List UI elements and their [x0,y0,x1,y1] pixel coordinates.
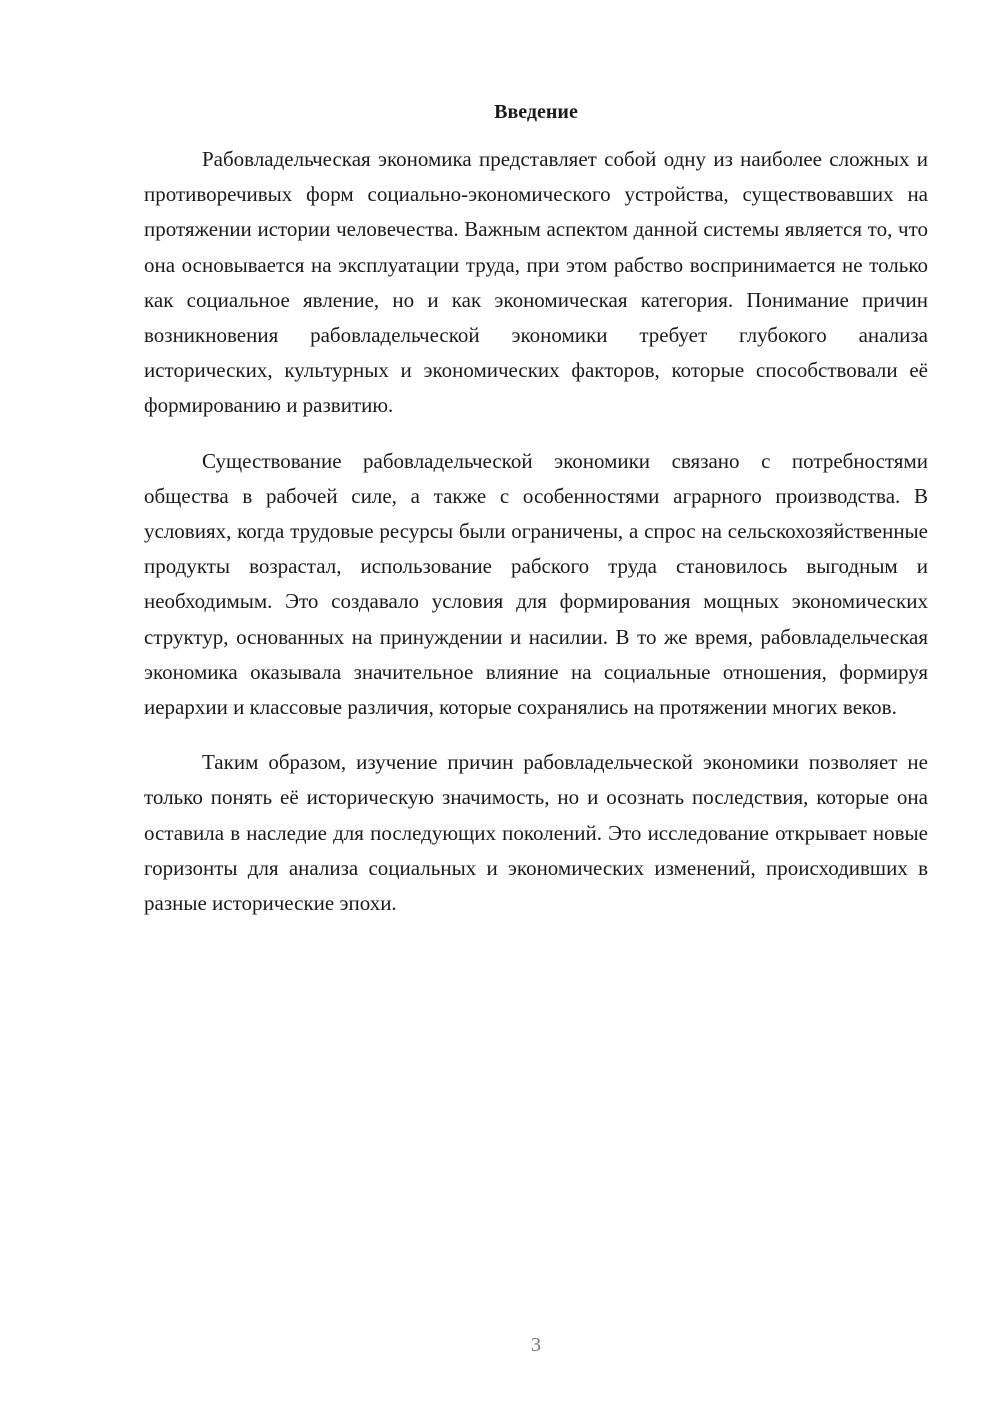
paragraph-3: Таким образом, изучение причин рабовладельческой экономики позволяет не только понять её историческую значимость, но и осознать последствия, которые она оставила в наследие для последующих поколений. Это исследование открывает новые горизонты для анализа социальных и экономических изменений, происходивших в разные исторические эпохи. [144,750,928,916]
body-text [144,142,928,941]
paragraph-2: Существование рабовладельческой экономики связано с потребностями общества в рабочей силе, а также с особенностями аграрного производства. В условиях, когда трудовые ресурсы были ограничены, а спрос на сельскохозяйственные продукты возрастал, использование рабского труда становилось выгодным и необходимым. Это создавало условия для формирования мощных экономических структур, основанных на принуждении и насилии. В то же время, рабовладельческая экономика оказывала значительное влияние на социальные отношения, формируя иерархии и классовые различия, которые сохранялись на протяжении многих веков. [144,448,928,720]
section-heading: Введение [494,101,578,123]
page-number: 3 [531,1334,541,1356]
paragraph-1: Рабовладельческая экономика представляет собой одну из наиболее сложных и противоречивых форм социально-экономического устройства, существовавших на протяжении истории человечества. Важным аспектом данной системы является то, что она основывается на эксплуатации труда, при этом рабство воспринимается не только как социальное явление, но и как экономическая категория. Понимание причин возникновения рабовладельческой экономики требует глубокого анализа исторических, культурных и экономических факторов, которые способствовали её формированию и развитию. [144,147,928,418]
